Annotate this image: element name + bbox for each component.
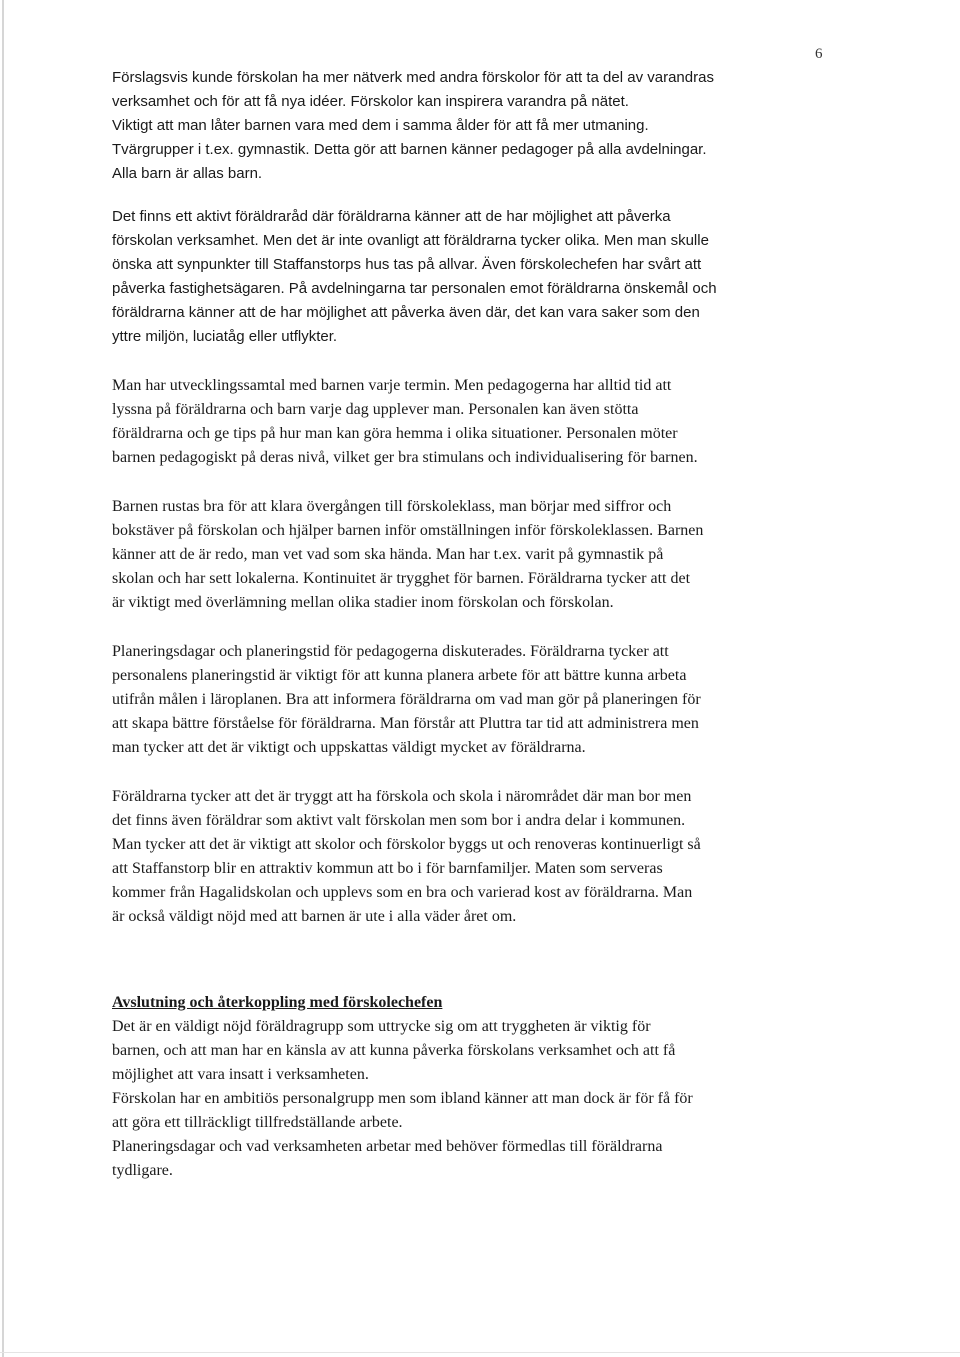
paragraph-line: är också väldigt nöjd med att barnen är ute i alla väder året om. [112, 908, 517, 925]
paragraph-planning [112, 640, 832, 760]
paragraph-line: Man tycker att det är viktigt att skolor och förskolor byggs ut och renoveras kontinuerligt så [112, 836, 701, 853]
paragraph-line: tydligare. [112, 1162, 173, 1179]
paragraph-line: önska att synpunkter till Staffanstorps hus tas på allvar. Även förskolechefen har svårt att [112, 256, 702, 273]
paragraph-parent-council [112, 205, 832, 349]
paragraph-line: Alla barn är allas barn. [112, 165, 263, 182]
paragraph-line: känner att de är redo, man vet vad som ska hända. Man har t.ex. varit på gymnastik på [112, 546, 664, 563]
paragraph-line: yttre miljön, luciatåg eller utflykter. [112, 328, 338, 345]
paragraph-line: påverka fastighetsägaren. På avdelningarna tar personalen emot föräldrarna önskemål och [112, 280, 717, 297]
paragraph-development-talks [112, 374, 832, 470]
paragraph-line: man tycker att det är viktigt och uppskattas väldigt mycket av föräldrarna. [112, 739, 586, 756]
paragraph-line: Tvärgrupper i t.ex. gymnastik. Detta gör att barnen känner pedagoger på alla avdelningar. [112, 141, 707, 158]
paragraph-line: Förslagsvis kunde förskolan ha mer nätverk med andra förskolor för att ta del av varandras [112, 69, 714, 86]
paragraph-line: barnen pedagogiskt på deras nivå, vilket ger bra stimulans och individualisering för barnen. [112, 449, 698, 466]
paragraph-line: Det finns ett aktivt föräldraråd där föräldrarna känner att de har möjlighet att påverka [112, 208, 671, 225]
scan-edge-bottom [0, 1352, 960, 1353]
paragraph-line: Man har utvecklingssamtal med barnen varje termin. Men pedagogerna har alltid tid att [112, 377, 672, 394]
paragraph-line: Planeringsdagar och planeringstid för pedagogerna diskuterades. Föräldrarna tycker att [112, 643, 669, 660]
paragraph-line: Planeringsdagar och vad verksamheten arbetar med behöver förmedlas till föräldrarna [112, 1138, 663, 1155]
paragraph-line: Barnen rustas bra för att klara övergången till förskoleklass, man börjar med siffror och [112, 498, 672, 515]
paragraph-line: möjlighet att vara insatt i verksamheten. [112, 1066, 369, 1083]
paragraph-line: lyssna på föräldrarna och barn varje dag upplever man. Personalen kan även stötta [112, 401, 639, 418]
paragraph-networking [112, 66, 832, 186]
paragraph-line: utifrån målen i läroplanen. Bra att informera föräldrarna om vad man gör på planeringen för [112, 691, 701, 708]
scan-edge-left [2, 0, 4, 1357]
paragraph-line: verksamhet och för att få nya idéer. Förskolor kan inspirera varandra på nätet. [112, 93, 629, 110]
paragraph-conclusion [112, 1015, 832, 1183]
paragraph-line: Förskolan har en ambitiös personalgrupp men som ibland känner att man dock är för få för [112, 1090, 693, 1107]
page-number: 6 [815, 46, 823, 62]
paragraph-line: Föräldrarna tycker att det är tryggt att ha förskola och skola i närområdet där man bor men [112, 788, 692, 805]
paragraph-line: föräldrarna känner att de har möjlighet att påverka även där, det kan vara saker som den [112, 304, 700, 321]
paragraph-line: det finns även föräldrar som aktivt valt förskolan men som bor i andra delar i kommunen. [112, 812, 686, 829]
paragraph-line: Det är en väldigt nöjd föräldragrupp som uttrycke sig om att tryggheten är viktig för [112, 1018, 651, 1035]
paragraph-transition [112, 495, 832, 615]
paragraph-line: barnen, och att man har en känsla av att kunna påverka förskolans verksamhet och att få [112, 1042, 676, 1059]
paragraph-line: kommer från Hagalidskolan och upplevs som en bra och varierad kost av föräldrarna. Man [112, 884, 693, 901]
paragraph-line: förskolan verksamhet. Men det är inte ovanligt att föräldrarna tycker olika. Men man skulle [112, 232, 709, 249]
paragraph-line: att skapa bättre förståelse för föräldrarna. Man förstår att Pluttra tar tid att administrera men [112, 715, 699, 732]
paragraph-line: att Staffanstorp blir en attraktiv kommun att bo i för barnfamiljer. Maten som serveras [112, 860, 663, 877]
section-heading: Avslutning och återkoppling med förskolechefen [112, 994, 443, 1011]
document-body [112, 66, 832, 1183]
paragraph-line: föräldrarna och ge tips på hur man kan göra hemma i olika situationer. Personalen möter [112, 425, 678, 442]
paragraph-line: att göra ett tillräckligt tillfredställande arbete. [112, 1114, 403, 1131]
paragraph-line: personalens planeringstid är viktigt för att kunna planera arbete för att bättre kunna arbeta [112, 667, 687, 684]
paragraph-line: Viktigt att man låter barnen vara med dem i samma ålder för att få mer utmaning. [112, 117, 649, 134]
paragraph-line: bokstäver på förskolan och hjälper barnen inför omställningen inför förskoleklassen. Barnen [112, 522, 704, 539]
paragraph-line: är viktigt med överlämning mellan olika stadier inom förskolan och förskolan. [112, 594, 614, 611]
paragraph-safety [112, 785, 832, 929]
paragraph-line: skolan och har sett lokalerna. Kontinuitet är trygghet för barnen. Föräldrarna tycker att det [112, 570, 691, 587]
